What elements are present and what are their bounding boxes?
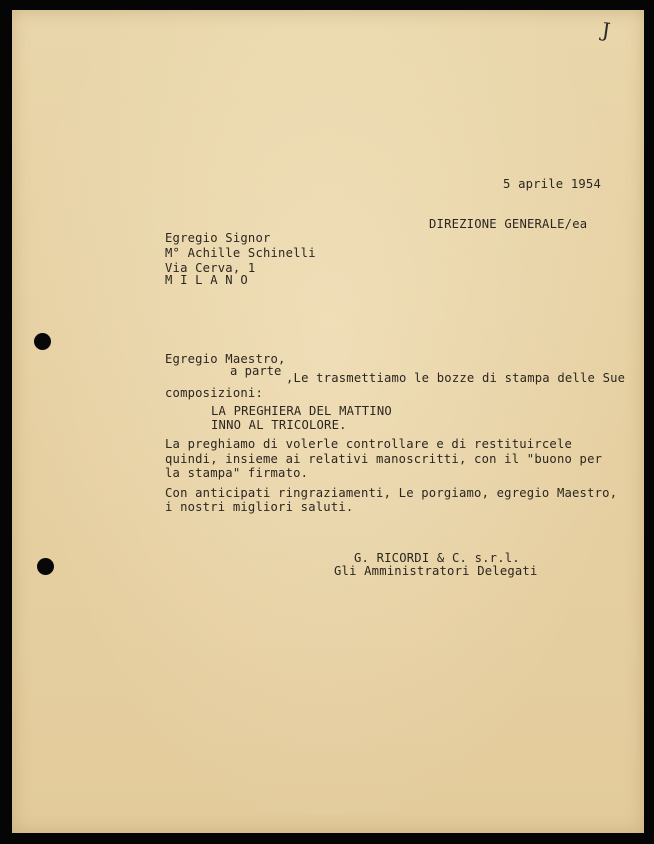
signature-title: Gli Amministratori Delegati [334,564,538,578]
letter-date: 5 aprile 1954 [503,177,601,191]
paragraph-3-line-1: Con anticipati ringraziamenti, Le porgiamo, egregio Maestro, [165,486,618,500]
paragraph-3-line-2: i nostri migliori saluti. [165,500,354,514]
punch-hole-top [34,333,51,350]
recipient-line-2: M° Achille Schinelli [165,246,316,260]
body-aside: a parte [230,364,282,378]
punch-hole-bottom [37,558,54,575]
handwritten-mark: J [600,17,612,43]
paragraph-2-line-1: La preghiamo di volerle controllare e di restituircele [165,437,573,451]
recipient-line-1: Egregio Signor [165,231,271,245]
body-line-2: composizioni: [165,386,263,400]
body-line-1: ,Le trasmettiamo le bozze di stampa delle Sue [286,371,626,385]
composition-title-2: INNO AL TRICOLORE. [211,418,347,432]
department-reference: DIREZIONE GENERALE/ea [429,217,588,231]
composition-title-1: LA PREGHIERA DEL MATTINO [211,404,392,418]
recipient-line-3: Via Cerva, 1 [165,261,256,275]
salutation: Egregio Maestro, [165,352,286,366]
paragraph-2-line-2: quindi, insieme ai relativi manoscritti, con il "buono per [165,452,603,466]
recipient-line-4: M I L A N O [165,273,248,287]
signature-company: G. RICORDI & C. s.r.l. [354,551,520,565]
paragraph-2-line-3: la stampa" firmato. [165,466,309,480]
